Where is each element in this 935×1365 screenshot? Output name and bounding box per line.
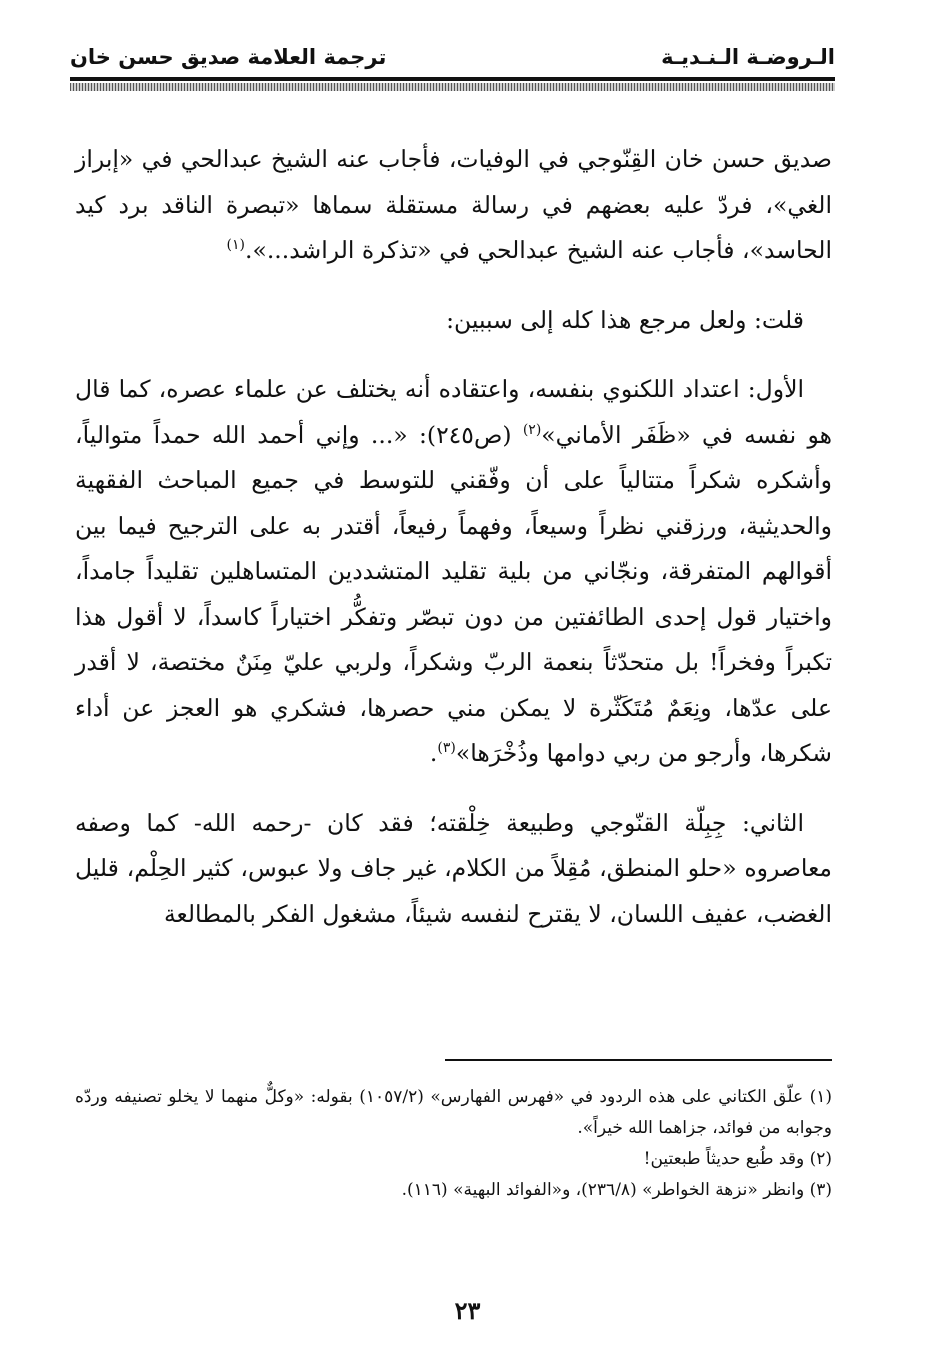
body-text — [75, 137, 832, 961]
footnote-ref-3: (٣) — [437, 740, 456, 757]
header-rule-pattern — [70, 83, 835, 91]
footnote-ref-1: (١) — [226, 237, 245, 254]
running-header — [70, 36, 835, 72]
paragraph-1 — [75, 137, 832, 274]
paragraph-3-text-b: (ص٢٤٥): «... وإني أحمد الله حمداً متوالياً، وأشكره شكراً متتالياً على أن وفّقني للتوسط في جميع المباحث الفقهية والحديثية، ورزقني نظراً وسيعاً، وفهماً رفيعاً، أقتدر به على الترجيح فيما بين أقوالهم المتفرقة، ونجّاني من بلية تقليد المتشددين المتساهلين تقليداً جامداً، واختيار قول إحدى الطائفتين من دون تبصّر وتفكُّر اختياراً كاسداً، لا أقول هذا تكبراً وفخراً! بل متحدّثاً بنعمة الربّ وشكراً، ولربي عليّ مِنَنٌ مختصة، لا أقدر على عدّها، ونِعَمٌ مُتَكَثّرة لا يمكن مني حصرها، فشكري هو العجز عن أداء شكرها، وأرجو من ربي دوامها وذُخْرَها» — [75, 420, 832, 767]
paragraph-1-text: صديق حسن خان القِنّوجي في الوفيات، فأجاب عنه الشيخ عبدالحي في «إبراز الغي»، فردّ عليه بعضهم في رسالة مستقلة سماها «تبصرة الناقد برد كيد الحاسد»، فأجاب عنه الشيخ عبدالحي في «تذكرة الراشد...». — [75, 145, 832, 264]
paragraph-3-text-a: الأول: اعتداد اللكنوي بنفسه، واعتقاده أنه يختلف عن علماء عصره، كما قال هو نفسه في «ظَفَر الأماني» — [75, 375, 832, 449]
footnotes — [75, 1082, 832, 1206]
footnote-1: (١) علّق الكتاني على هذه الردود في «فهرس الفهارس» (١٠٥٧/٢) بقوله: «وكلٌّ منهما لا يخلو تصنيفه وردّه وجوابه من فوائد، جزاهما الله خيراً». — [75, 1087, 833, 1138]
footnote-ref-2: (٢) — [522, 421, 542, 438]
paragraph-4-text: الثاني: جِبِلّة القنّوجي وطبيعة خِلْقته؛ فقد كان -رحمه الله- كما وصفه معاصروه «حلو المنطق، مُقِلاً من الكلام، غير جاف ولا عبوس، كثير الحِلْم، قليل الغضب، عفيف اللسان، لا يقترح لنفسه شيئاً، مشغول الفكر بالمطالعة — [75, 808, 832, 928]
footnote-3: (٣) وانظر «نزهة الخواطر» (٢٣٦/٨)، و«الفوائد البهية» (١١٦). — [401, 1180, 832, 1200]
paragraph-4 — [75, 801, 832, 938]
paragraph-2 — [75, 298, 832, 344]
header-rule — [70, 77, 835, 81]
page-number: ٢٣ — [454, 1296, 481, 1325]
paragraph-3 — [75, 367, 832, 777]
footnote-separator — [445, 1059, 832, 1061]
header-section-title: ترجمة العلامة صديق حسن خان — [70, 45, 387, 69]
paragraph-2-text: قلت: ولعل مرجع هذا كله إلى سببين: — [446, 305, 804, 334]
footnote-2: (٢) وقد طُبع حديثاً طبعتين! — [643, 1149, 832, 1169]
paragraph-3-text-c: . — [429, 739, 438, 767]
header-book-title: الـروضـة الـنـديـة — [661, 45, 835, 69]
